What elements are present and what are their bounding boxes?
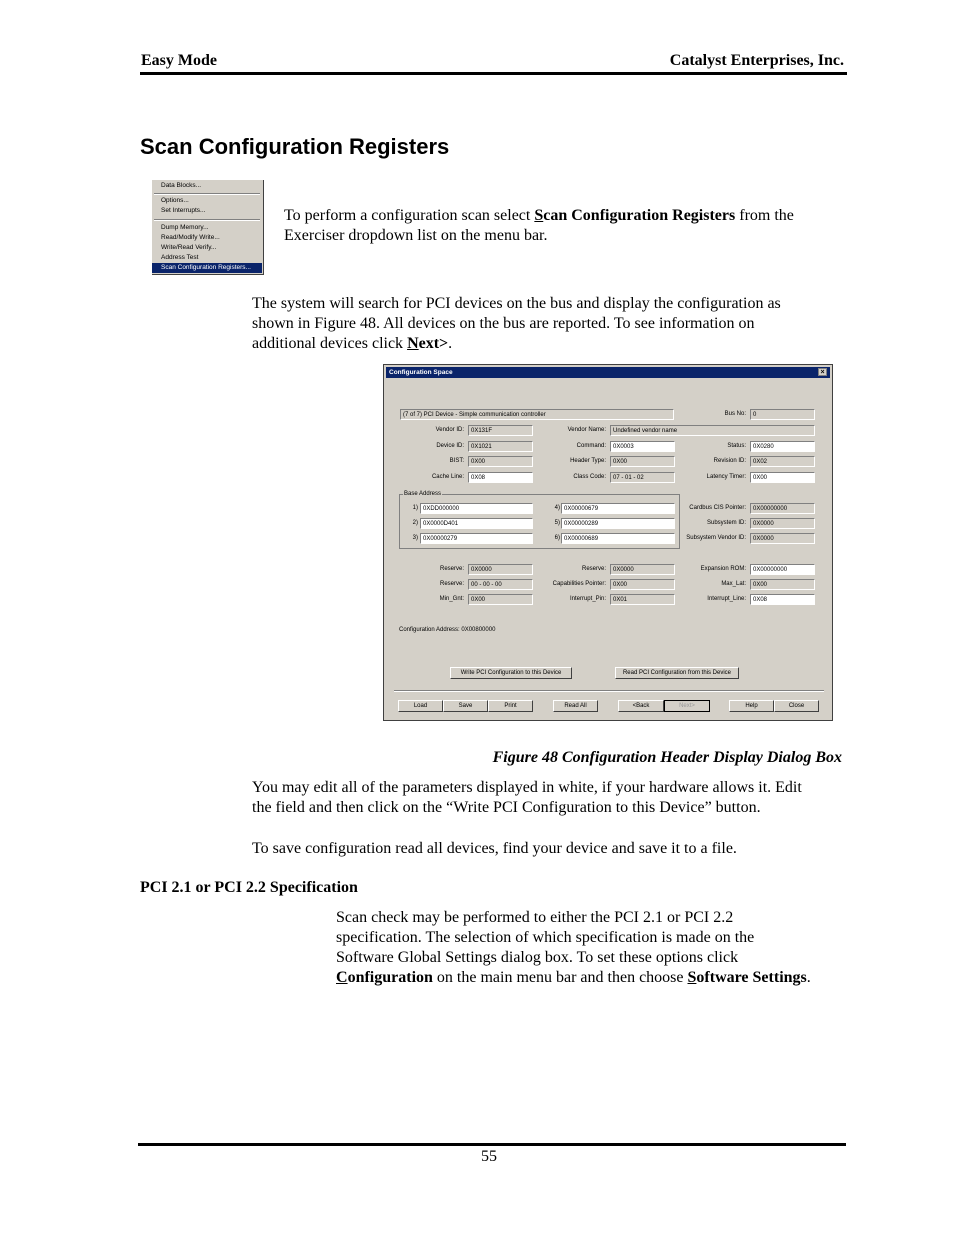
- base-address-label: Base Address: [404, 491, 442, 497]
- device-id-label: Device ID:: [436, 443, 464, 449]
- close-button[interactable]: Close: [774, 700, 819, 712]
- para-text: additional devices click: [252, 335, 408, 352]
- cardbus-label: Cardbus CIS Pointer:: [689, 505, 746, 511]
- expansion-rom-label: Expansion ROM:: [700, 566, 746, 572]
- software-bold: oftware Settings: [696, 969, 807, 986]
- menu-item-options: Options...: [161, 197, 189, 204]
- vendor-name-field: Undefined vendor name: [610, 425, 815, 436]
- search-paragraph: [252, 294, 852, 354]
- menu-separator: [154, 219, 260, 221]
- back-button[interactable]: <Back: [618, 700, 664, 712]
- vendor-name-label: Vendor Name:: [567, 427, 606, 433]
- load-button[interactable]: Load: [398, 700, 443, 712]
- menu-item-address-test: Address Test: [161, 254, 199, 261]
- next-bold: ext>: [418, 335, 449, 352]
- bar-number: 5): [554, 520, 560, 526]
- reserve-1-field: 0X0000: [468, 564, 533, 575]
- subsystem-vendor-field: 0X0000: [750, 533, 815, 544]
- menu-item-set-interrupts: Set Interrupts...: [161, 207, 206, 214]
- para-text: .: [448, 335, 453, 352]
- menu-item-dump-memory: Dump Memory...: [161, 224, 209, 231]
- footer-rule: [138, 1143, 846, 1146]
- cache-line-label: Cache Line:: [431, 474, 464, 480]
- intro-bold: can Configuration Registers: [543, 207, 736, 224]
- menu-item-read-modify-write: Read/Modify Write...: [161, 234, 220, 241]
- reserve-label: Reserve:: [439, 581, 464, 587]
- bar-5-field[interactable]: 0X00000289: [561, 518, 675, 529]
- bus-no-field: 0: [750, 409, 815, 420]
- expansion-rom-field[interactable]: 0X00000000: [750, 564, 815, 575]
- software-accel: S: [687, 969, 697, 986]
- bar-number: 3): [412, 535, 418, 541]
- max-lat-field: 0X00: [750, 579, 815, 590]
- bar-number: 4): [554, 505, 560, 511]
- intro-paragraph: [284, 206, 844, 246]
- latency-timer-label: Latency Timer:: [706, 474, 746, 480]
- config-bold: onfiguration: [347, 969, 433, 986]
- save-button[interactable]: Save: [443, 700, 488, 712]
- interrupt-pin-field: 0X01: [610, 594, 675, 605]
- max-lat-label: Max_Lat:: [721, 581, 746, 587]
- para-line: You may edit all of the parameters displayed in white, if your hardware allows it. Edit: [252, 779, 802, 796]
- capabilities-pointer-field: 0X00: [610, 579, 675, 590]
- dialog-title: Configuration Space: [389, 369, 453, 376]
- min-gnt-field: 0X00: [468, 594, 533, 605]
- bist-label: BIST:: [449, 458, 464, 464]
- reserve-3-field: 0X0000: [610, 564, 675, 575]
- para-line: [252, 334, 852, 354]
- configuration-space-dialog: [383, 364, 833, 721]
- bar-number: 2): [412, 520, 418, 526]
- close-icon[interactable]: ×: [818, 368, 827, 376]
- class-code-label: Class Code:: [573, 474, 606, 480]
- para-line: specification. The selection of which specification is made on the: [336, 929, 755, 946]
- bar-2-field[interactable]: 0X0000D401: [420, 518, 533, 529]
- bar-number: 6): [554, 535, 560, 541]
- bist-field: 0X00: [468, 456, 533, 467]
- header-left: Easy Mode: [141, 52, 217, 69]
- bus-no-label: Bus No:: [724, 411, 746, 417]
- header-type-label: Header Type:: [570, 458, 606, 464]
- help-button[interactable]: Help: [729, 700, 774, 712]
- command-field[interactable]: 0X0003: [610, 441, 675, 452]
- reserve-label: Reserve:: [439, 566, 464, 572]
- subsystem-id-field: 0X0000: [750, 518, 815, 529]
- status-label: Status:: [727, 443, 746, 449]
- config-accel: C: [336, 969, 348, 986]
- menu-separator: [154, 193, 260, 195]
- intro-text-post: from the Exerciser dropdown list on the menu bar.: [284, 207, 794, 244]
- menu-item-data-blocks: Data Blocks...: [161, 182, 202, 189]
- vendor-id-label: Vendor ID:: [435, 427, 464, 433]
- bar-1-field[interactable]: 0XDD000000: [420, 503, 533, 514]
- reserve-label: Reserve:: [581, 566, 606, 572]
- dialog-titlebar: [386, 367, 830, 378]
- read-config-button[interactable]: Read PCI Configuration from this Device: [615, 667, 739, 679]
- next-accel: N: [407, 335, 419, 352]
- cache-line-field[interactable]: 0X08: [468, 472, 533, 483]
- figure-caption: Figure 48 Configuration Header Display Dialog Box: [492, 749, 842, 766]
- page-number: 55: [481, 1148, 497, 1165]
- device-id-field: 0X1021: [468, 441, 533, 452]
- intro-text: To perform a configuration scan select: [284, 207, 535, 224]
- para-line: Scan check may be performed to either the PCI 2.1 or PCI 2.2: [336, 909, 734, 926]
- bar-number: 1): [412, 505, 418, 511]
- revision-id-label: Revision ID:: [713, 458, 746, 464]
- command-label: Command:: [576, 443, 606, 449]
- latency-timer-field[interactable]: 0X00: [750, 472, 815, 483]
- interrupt-line-label: Interrupt_Line:: [707, 596, 746, 602]
- menu-item-scan-config: Scan Configuration Registers...: [152, 263, 262, 273]
- edit-paragraph: [252, 778, 852, 818]
- interrupt-line-field[interactable]: 0X08: [750, 594, 815, 605]
- dialog-separator: [394, 690, 824, 692]
- bar-6-field[interactable]: 0X00000689: [561, 533, 675, 544]
- section-heading: PCI 2.1 or PCI 2.2 Specification: [140, 879, 358, 896]
- exerciser-menu-screenshot: [152, 180, 264, 275]
- reserve-2-field: 00 - 00 - 00: [468, 579, 533, 590]
- vendor-id-field: 0X131F: [468, 425, 533, 436]
- interrupt-pin-label: Interrupt_Pin:: [569, 596, 606, 602]
- read-all-button[interactable]: Read All: [553, 700, 598, 712]
- subsystem-id-label: Subsystem ID:: [706, 520, 746, 526]
- para-line: Software Global Settings dialog box. To set these options click: [336, 949, 739, 966]
- para-text: on the main menu bar and then choose: [432, 969, 688, 986]
- device-description-field: (7 of 7) PCI Device - Simple communication controller: [400, 409, 674, 420]
- min-gnt-label: Min_Gnt:: [439, 596, 464, 602]
- cardbus-field: 0X00000000: [750, 503, 815, 514]
- header-right: Catalyst Enterprises, Inc.: [669, 52, 844, 69]
- bar-3-field[interactable]: 0X00000279: [420, 533, 533, 544]
- page-title: Scan Configuration Registers: [140, 134, 450, 159]
- header-rule: [140, 72, 847, 75]
- spec-paragraph: [336, 908, 851, 988]
- status-field[interactable]: 0X0280: [750, 441, 815, 452]
- save-paragraph: To save configuration read all devices, find your device and save it to a file.: [252, 840, 737, 857]
- config-address-text: Configuration Address: 0X00800000: [399, 627, 496, 633]
- para-line: The system will search for PCI devices on the bus and display the configuration as: [252, 295, 781, 312]
- para-line: shown in Figure 48. All devices on the bus are reported. To see information on: [252, 315, 755, 332]
- class-code-field: 07 - 01 - 02: [610, 472, 675, 483]
- para-line: the field and then click on the “Write PCI Configuration to this Device” button.: [252, 799, 761, 816]
- intro-accel: S: [534, 207, 544, 224]
- capabilities-pointer-label: Capabilities Pointer:: [552, 581, 606, 587]
- para-line: [336, 968, 851, 988]
- write-config-button[interactable]: Write PCI Configuration to this Device: [450, 667, 572, 679]
- menu-item-write-read-verify: Write/Read Verify...: [161, 244, 217, 251]
- subsystem-vendor-label: Subsystem Vendor ID:: [686, 535, 746, 541]
- header-type-field: 0X00: [610, 456, 675, 467]
- bar-4-field[interactable]: 0X00000679: [561, 503, 675, 514]
- next-button[interactable]: Next>: [664, 700, 710, 712]
- print-button[interactable]: Print: [488, 700, 533, 712]
- para-text: .: [806, 969, 811, 986]
- revision-id-field: 0X02: [750, 456, 815, 467]
